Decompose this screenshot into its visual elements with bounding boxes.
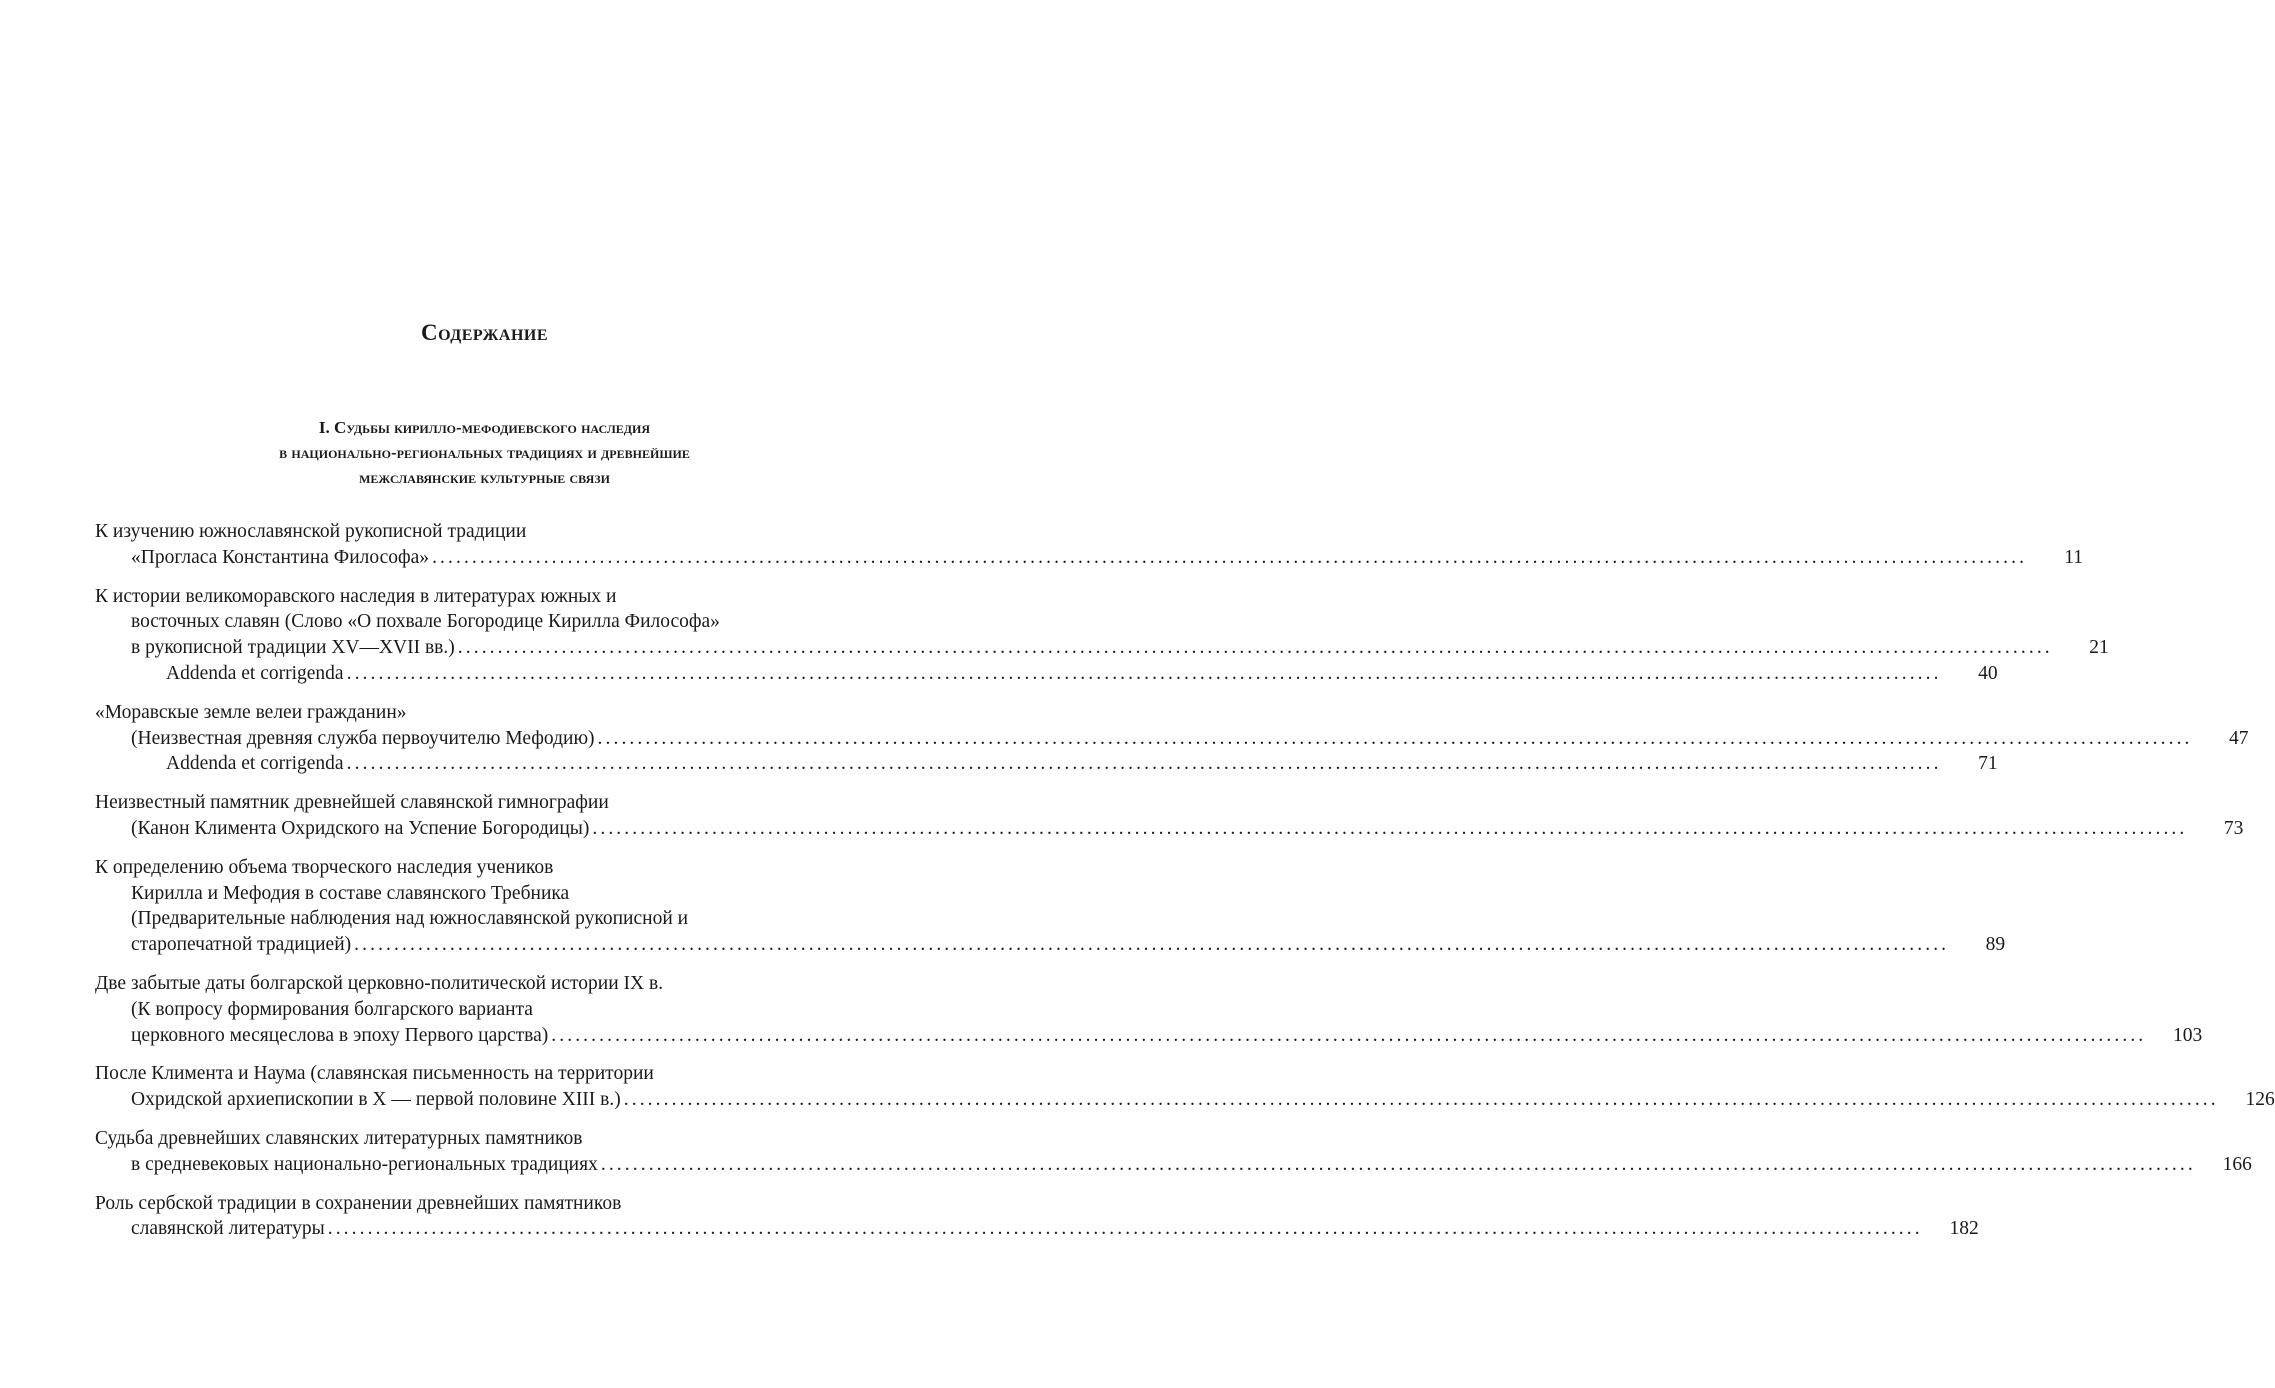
toc-entry — [95, 790, 2244, 842]
toc-line — [95, 661, 1998, 687]
toc-entry — [95, 1061, 2275, 1113]
page-number: 11 — [2064, 546, 2084, 568]
page-number: 21 — [2089, 637, 2109, 659]
toc-line — [95, 635, 2109, 661]
toc-line-text: После Климента и Наума (славянская письменность на территории — [95, 1063, 654, 1085]
toc-line — [95, 932, 2006, 958]
toc-line — [95, 971, 862, 997]
toc-line — [95, 790, 862, 816]
dot-leader: ........................................................................................................................................................................................................ — [346, 662, 1942, 684]
toc-line — [95, 906, 862, 932]
toc-entry — [95, 584, 2109, 687]
toc-line — [95, 584, 862, 610]
toc-line-text: К определению объема творческого наследия учеников — [95, 856, 554, 878]
toc-line-text: славянской литературы — [131, 1218, 325, 1240]
toc-line-text: (К вопросу формирования болгарского варианта — [131, 998, 533, 1020]
toc-line-text: (Неизвестная древняя служба первоучителю Мефодию) — [131, 727, 595, 749]
toc-line — [95, 1087, 2275, 1113]
dot-leader: ........................................................................................................................................................................................................ — [432, 546, 2028, 568]
toc-line-text: церковного месяцеслова в эпоху Первого царства) — [131, 1024, 549, 1046]
section-heading-line: межславянские культурные связи — [359, 468, 610, 487]
page-number: 89 — [1985, 934, 2006, 956]
dot-leader: ........................................................................................................................................................................................................ — [327, 1218, 1923, 1240]
toc-line — [95, 609, 862, 635]
toc-line-text: восточных славян (Слово «О похвале Богородице Кирилла Философа» — [131, 611, 720, 633]
page-number: 182 — [1949, 1218, 1979, 1240]
section-heading-line: в национально-региональных традициях и древнейшие — [279, 443, 690, 462]
toc-line — [95, 881, 862, 907]
toc-line — [95, 855, 862, 881]
section-heading — [0, 415, 969, 490]
page-number: 40 — [1978, 662, 1998, 684]
toc-line — [95, 997, 862, 1023]
toc-line — [95, 1061, 862, 1087]
toc-line — [95, 1023, 2203, 1049]
toc-entry — [95, 971, 2203, 1048]
toc-entry — [95, 1126, 2252, 1178]
toc-entry — [95, 855, 2006, 958]
toc-line-text: К истории великоморавского наследия в литературах южных и — [95, 585, 617, 607]
toc-line-text: «Прогласа Константина Философа» — [131, 546, 430, 568]
toc-line-text: в рукописной традиции XV—XVII вв.) — [131, 637, 455, 659]
dot-leader: ........................................................................................................................................................................................................ — [346, 753, 1942, 775]
toc-line — [95, 545, 2084, 571]
toc-line-text: Охридской архиепископии в X — первой половине XIII в.) — [131, 1089, 621, 1111]
dot-leader: ........................................................................................................................................................................................................ — [592, 817, 2188, 839]
page-title: Содержание — [420, 320, 549, 345]
dot-leader: ........................................................................................................................................................................................................ — [600, 1153, 2196, 1175]
toc-line-text: (Предварительные наблюдения над южнославянской рукописной и — [131, 908, 689, 930]
page-number: 73 — [2223, 817, 2244, 839]
toc-line — [95, 726, 2249, 752]
toc-entry — [95, 1191, 1979, 1243]
toc-line — [95, 1191, 862, 1217]
toc-entry — [95, 700, 2249, 777]
toc-line — [95, 1126, 862, 1152]
toc-entry — [95, 519, 2084, 571]
toc-line-text: в средневековых национально-региональных традициях — [131, 1153, 598, 1175]
dot-leader: ........................................................................................................................................................................................................ — [354, 934, 1950, 956]
toc-line — [95, 751, 1998, 777]
page-number: 126 — [2245, 1089, 2275, 1111]
toc-line — [95, 519, 862, 545]
dot-leader: ........................................................................................................................................................................................................ — [551, 1024, 2147, 1046]
toc-line-text: Судьба древнейших славянских литературных памятников — [95, 1127, 583, 1149]
page-number: 71 — [1978, 753, 1998, 775]
toc-line-text: Неизвестный памятник древнейшей славянской гимнографии — [95, 792, 609, 814]
toc-line — [95, 816, 2244, 842]
toc-line-text: Две забытые даты болгарской церковно-политической истории IX в. — [95, 972, 664, 994]
toc-line-text: Addenda et corrigenda — [166, 662, 344, 684]
toc-line-text: Роль сербской традиции в сохранении древнейших памятников — [95, 1192, 622, 1214]
toc-line-text: К изучению южнославянской рукописной традиции — [95, 521, 527, 542]
toc-line — [95, 1152, 2252, 1178]
toc-line-text: «Моравскые земле велеи гражданин» — [95, 701, 407, 723]
dot-leader: ........................................................................................................................................................................................................ — [623, 1089, 2219, 1111]
toc-line-text: Кирилла и Мефодия в составе славянского Требника — [131, 882, 570, 904]
dot-leader: ........................................................................................................................................................................................................ — [597, 727, 2193, 749]
page-number: 103 — [2173, 1024, 2203, 1046]
dot-leader: ........................................................................................................................................................................................................ — [457, 637, 2053, 659]
toc-line-text: старопечатной традицией) — [131, 934, 352, 956]
section-heading-line: I. Судьбы кирилло-мефодиевского наследия — [318, 418, 651, 437]
toc-line-text: Addenda et corrigenda — [166, 753, 344, 775]
table-of-contents — [95, 519, 2275, 1255]
toc-line — [95, 1216, 1979, 1242]
page-number: 166 — [2222, 1153, 2252, 1175]
page-number: 47 — [2229, 727, 2249, 749]
toc-line-text: (Канон Климента Охридского на Успение Богородицы) — [131, 817, 590, 839]
toc-line — [95, 700, 862, 726]
